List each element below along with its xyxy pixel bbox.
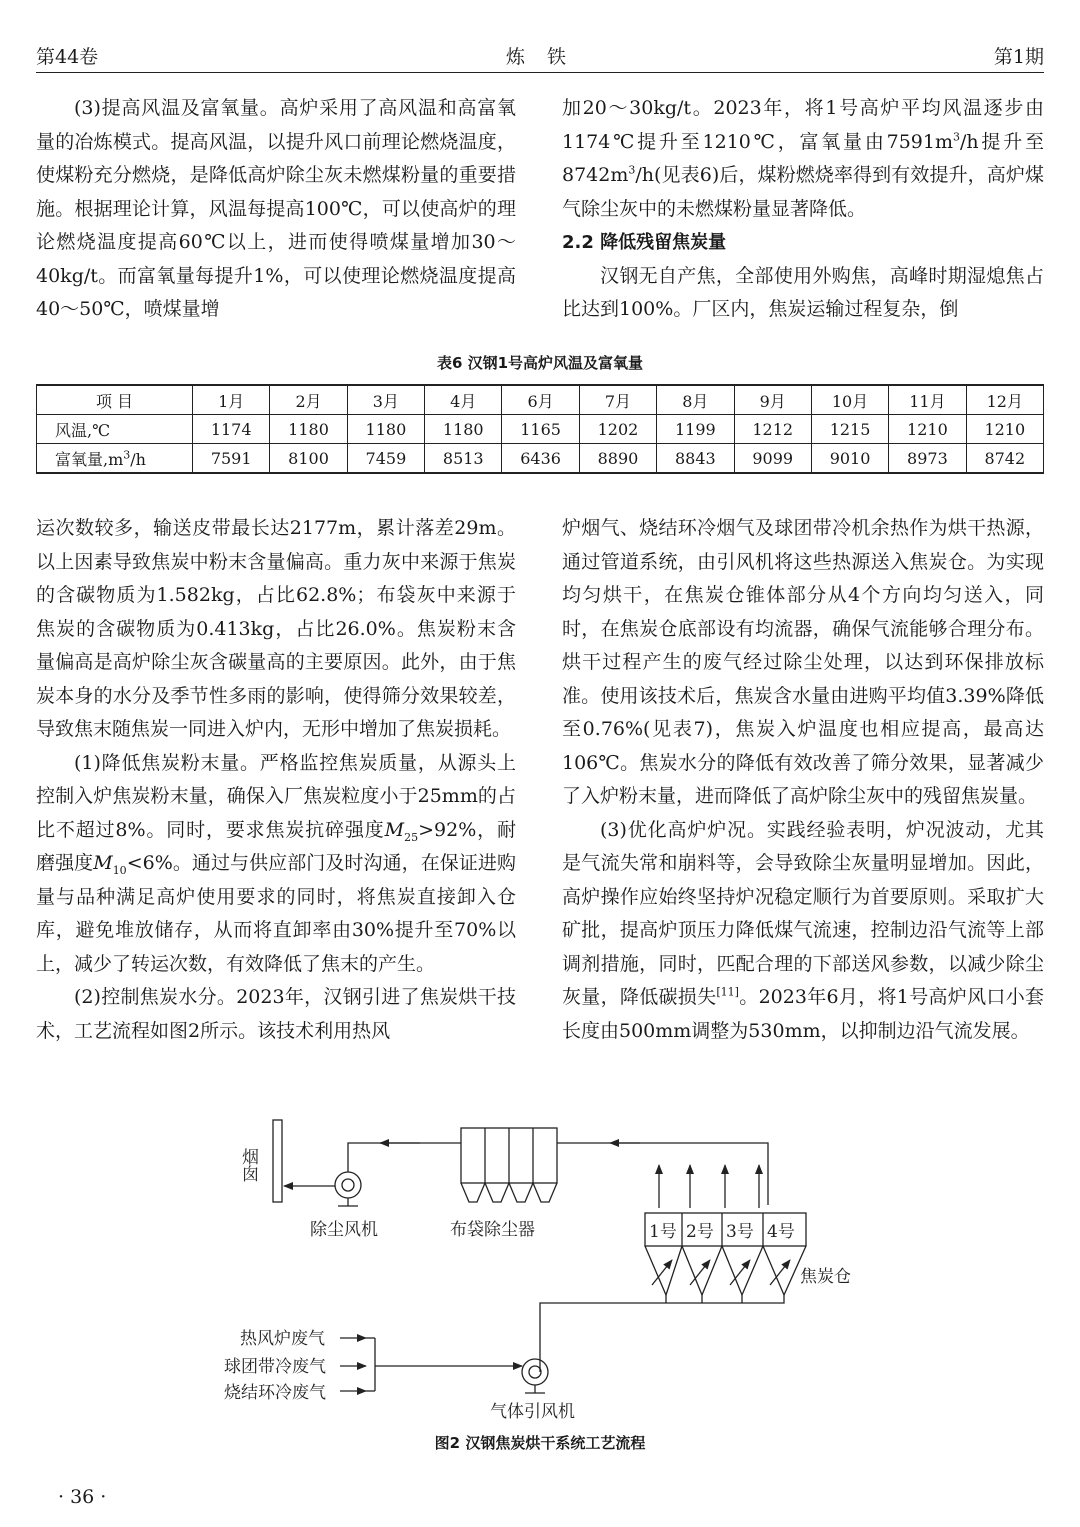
table-header-cell: 7月	[579, 385, 656, 415]
gas-fan-icon	[522, 1359, 548, 1393]
table-cell: 1180	[347, 415, 424, 444]
paragraph: (3)提高风温及富氧量。高炉采用了高风温和高富氧量的冶炼模式。提高风温，以提升风口前理论燃烧温度，使煤粉充分燃烧，是降低高炉除尘灰未燃煤粉量的重要措施。根据理论计算，风温每提高100℃，可以使高炉的理论燃烧温度提高60℃以上，进而使得喷煤量增加30～40kg/t。而富氧量每提升1%，可以使理论燃烧温度提高40～50℃，喷煤量增	[36, 97, 516, 320]
dust-fan-icon	[335, 1172, 361, 1206]
dust-fan-label: 除尘风机	[310, 1220, 378, 1240]
table-6	[36, 384, 1044, 474]
process-flow-diagram	[0, 1110, 1080, 1440]
paragraph: 运次数较多，输送皮带最长达2177m，累计落差29m。以上因素导致焦炭中粉末含量偏高。重力灰中来源于焦炭的含碳物质为1.582kg，占比62.8%；布袋灰中来源于焦炭的含碳物质为0.413kg，占比26.0%。焦炭粉末含量偏高是高炉除尘灰含碳量高的主要原因。此外，由于焦炭本身的水分及季节性多雨的影响，使得筛分效果较差，导致焦末随焦炭一同进入炉内，无形中增加了焦炭损耗。	[36, 517, 516, 740]
paragraph: (2)控制焦炭水分。2023年，汉钢引进了焦炭烘干技术，工艺流程如图2所示。该技术利用热风	[36, 986, 516, 1042]
table-cell: 8513	[425, 444, 502, 474]
table-header-row	[37, 385, 1044, 415]
table-header-cell: 9月	[734, 385, 811, 415]
table-header-cell: 6月	[502, 385, 579, 415]
body-column-bottom-right	[562, 512, 1044, 1048]
table-cell: 9099	[734, 444, 811, 474]
table-cell: 1180	[270, 415, 347, 444]
figure-caption: 图2 汉钢焦炭烘干系统工艺流程	[434, 1434, 646, 1452]
paragraph: (1)降低焦炭粉末量。严格监控焦炭质量，从源头上控制入炉焦炭粉末量，确保入厂焦炭粒度小于25mm的占比不超过8%。同时，要求焦炭抗碎强度$M_{25}>92\%$，耐磨强度$M_{10}<6\%$。通过与供应部门及时沟通，在保证进购量与品种满足高炉使用要求的同时，将焦炭直接卸入仓库，避免堆放储存，从而将直卸率由30%提升至70%以上，减少了转运次数，有效降低了焦末的产生。	[36, 751, 516, 975]
table-cell: 1215	[811, 415, 888, 444]
journal-volume: 第44卷	[36, 46, 99, 68]
bin-label: 1号	[649, 1222, 677, 1242]
table-header-cell: 8月	[657, 385, 734, 415]
table-cell: 1199	[657, 415, 734, 444]
table-cell: 8890	[579, 444, 656, 474]
chimney-label: 烟囱	[238, 1148, 258, 1182]
table-cell: 1165	[502, 415, 579, 444]
paragraph: 汉钢无自产焦，全部使用外购焦，高峰时期湿熄焦占比达到100%。厂区内，焦炭运输过程复杂，倒	[562, 264, 1044, 320]
table-cell: 8843	[657, 444, 734, 474]
header-rule	[36, 72, 1044, 73]
table-cell: 1202	[579, 415, 656, 444]
row-label: 富氧量$,m^3/h$	[37, 444, 193, 474]
body-column-top-right	[562, 92, 1044, 327]
journal-issue: 第1期	[993, 46, 1044, 68]
table-header-cell: 3月	[347, 385, 424, 415]
table-cell: 1212	[734, 415, 811, 444]
paragraph: (3)优化高炉炉况。实践经验表明，炉况波动，尤其是气流失常和崩料等，会导致除尘灰量明显增加。因此，高炉操作应始终坚持炉况稳定顺行为首要原则。采取扩大矿批，提高炉顶压力降低煤气流速，控制边沿气流等上部调剂措施，同时，匹配合理的下部送风参数，以减少除尘灰量，降低碳损失[11]。2023年6月，将1号高炉风口小套长度由500mm调整为530mm，以抑制边沿气流发展。	[562, 818, 1044, 1042]
body-column-bottom-left	[36, 512, 516, 1048]
section-heading: 2.2 降低残留焦炭量	[562, 232, 727, 253]
table-header-cell: 12月	[966, 385, 1043, 415]
page-number: · 36 ·	[58, 1486, 107, 1508]
table-header-cell: 项 目	[37, 385, 193, 415]
table-cell: 8742	[966, 444, 1043, 474]
journal-title: 炼 铁	[505, 46, 575, 68]
table-cell: 9010	[811, 444, 888, 474]
duct-bins-to-filter	[557, 1143, 768, 1205]
table-row	[37, 415, 1044, 444]
table-cell: 1210	[966, 415, 1043, 444]
table-header-cell: 11月	[889, 385, 966, 415]
table-header-cell: 10月	[811, 385, 888, 415]
table-cell: 6436	[502, 444, 579, 474]
table-header-cell: 2月	[270, 385, 347, 415]
body-column-top-left	[36, 92, 516, 327]
table-header-cell: 4月	[425, 385, 502, 415]
table-cell: 1180	[425, 415, 502, 444]
table-cell: 7459	[347, 444, 424, 474]
bin-label: 2号	[686, 1222, 714, 1242]
duct-filter-to-fan	[348, 1143, 461, 1172]
table-caption: 表6 汉钢1号高炉风温及富氧量	[436, 354, 644, 372]
source-label: 热风炉废气	[240, 1329, 325, 1349]
row-label: 风温,℃	[37, 415, 193, 444]
table-cell: 7591	[193, 444, 270, 474]
bag-filter-label: 布袋除尘器	[450, 1220, 535, 1240]
gas-fan-label: 气体引风机	[490, 1402, 575, 1422]
table-cell: 8100	[270, 444, 347, 474]
table-cell: 8973	[889, 444, 966, 474]
bag-filter-icon	[461, 1128, 557, 1202]
source-label: 烧结环冷废气	[224, 1383, 326, 1403]
table-header-cell: 1月	[193, 385, 270, 415]
source-label: 球团带冷废气	[224, 1357, 326, 1377]
bin-label: 3号	[726, 1222, 754, 1242]
chimney-icon	[273, 1120, 282, 1202]
paragraph: 加20～30kg/t。2023年，将1号高炉平均风温逐步由1174℃提升至1210℃，富氧量由$7591m^3/h$提升至$8742m^3/h$(见表6)后，煤粉燃烧率得到有效提升，高炉煤气除尘灰中的未燃煤粉量显著降低。	[562, 97, 1044, 220]
table-cell: 1174	[193, 415, 270, 444]
bin-label: 4号	[767, 1222, 795, 1242]
table-row	[37, 444, 1044, 474]
coke-bin-label: 焦炭仓	[800, 1267, 851, 1287]
duct-fan-to-bins	[540, 1295, 784, 1372]
paragraph: 炉烟气、烧结环冷烟气及球团带冷机余热作为烘干热源，通过管道系统，由引风机将这些热源送入焦炭仓。为实现均匀烘干，在焦炭仓锥体部分从4个方向均匀送入，同时，在焦炭仓底部设有均流器，确保气流能够合理分布。烘干过程产生的废气经过除尘处理，以达到环保排放标准。使用该技术后，焦炭含水量由进购平均值3.39%降低至0.76%(见表7)，焦炭入炉温度也相应提高，最高达106℃。焦炭水分的降低有效改善了筛分效果，显著减少了入炉粉末量，进而降低了高炉除尘灰中的残留焦炭量。	[562, 517, 1044, 807]
table-cell: 1210	[889, 415, 966, 444]
